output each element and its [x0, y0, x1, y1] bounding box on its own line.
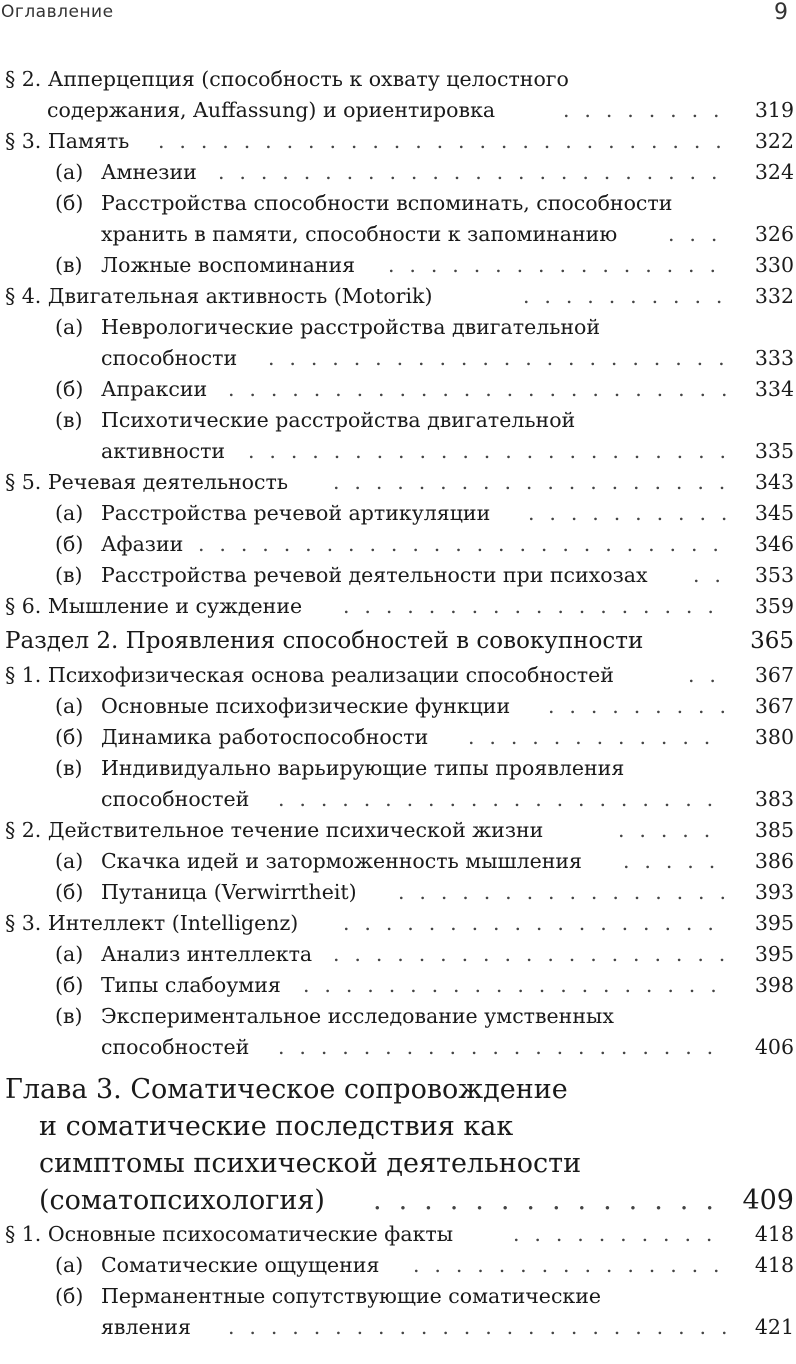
toc-page-number: 324 [754, 160, 794, 184]
toc-entry-title: Апраксии [101, 377, 208, 401]
toc-entry-title: § 5. Речевая деятельность [5, 470, 288, 494]
toc-entry-title: Ложные воспоминания [101, 253, 356, 277]
toc-entry-title: Соматические ощущения [101, 1253, 380, 1277]
toc-leader-dots [523, 281, 726, 312]
toc-entry [0, 877, 796, 908]
toc-entry-label: (а) [55, 1253, 84, 1277]
toc-leader-dots [413, 1250, 726, 1281]
toc-leader-dots [623, 846, 726, 877]
toc-entry [0, 312, 796, 343]
toc-leader-dots [333, 939, 726, 970]
toc-entry-label: (в) [55, 408, 83, 432]
running-header-title: Оглавление [1, 2, 114, 22]
toc-entry-title: Анализ интеллекта [101, 942, 313, 966]
toc-leader-dots [278, 784, 726, 815]
toc-page-number: 418 [754, 1253, 794, 1277]
toc-entry-label: (в) [55, 1004, 83, 1028]
toc-entry-title: Экспериментальное исследование умственных [101, 1004, 614, 1028]
toc-entry-title: Типы слабоумия [101, 973, 281, 997]
toc-chapter-title: Глава 3. Соматическое сопровождение [5, 1074, 568, 1105]
toc-entry-title: Динамика работоспособности [101, 725, 429, 749]
toc-entry [0, 908, 796, 939]
toc-entry-title: Основные психофизические функции [101, 694, 511, 718]
toc-leader-dots [668, 219, 726, 250]
toc-page-number: 421 [754, 1315, 794, 1339]
toc-page-number: 383 [754, 787, 794, 811]
toc-page-number: 365 [750, 628, 794, 654]
toc-entry [0, 846, 796, 877]
toc-entry [0, 188, 796, 219]
toc-page-number: 346 [754, 532, 794, 556]
toc-page-number: 409 [742, 1185, 794, 1216]
toc-entry-title: Неврологические расстройства двигательной [101, 315, 601, 339]
toc-page-number: 343 [754, 470, 794, 494]
toc-chapter-entry [0, 1108, 796, 1145]
toc-leader-dots [563, 95, 726, 126]
toc-part-entry [0, 622, 796, 660]
toc-page-number: 326 [754, 222, 794, 246]
toc-entry-title: § 3. Память [5, 129, 130, 153]
toc-leader-dots [513, 1219, 726, 1250]
toc-page-number: 393 [754, 880, 794, 904]
toc-leader-dots [278, 1032, 726, 1063]
toc-page-number: 395 [754, 942, 794, 966]
toc-chapter-entry [0, 1145, 796, 1182]
toc-entry [0, 1001, 796, 1032]
toc-entry [0, 498, 796, 529]
toc-leader-dots [693, 560, 726, 591]
toc-entry [0, 1281, 796, 1312]
toc-leader-dots [398, 877, 726, 908]
toc-leader-dots [388, 250, 726, 281]
toc-leader-dots [303, 970, 726, 1001]
toc-entry [0, 281, 796, 312]
toc-page-number: 335 [754, 439, 794, 463]
toc-entry [0, 1032, 796, 1063]
toc-page-number: 395 [754, 911, 794, 935]
toc-entry-label: (а) [55, 160, 84, 184]
toc-entry-label: (в) [55, 563, 83, 587]
toc-entry-label: (а) [55, 694, 84, 718]
toc-leader-dots [688, 660, 726, 691]
toc-page-number: 319 [754, 98, 794, 122]
table-of-contents [0, 64, 796, 1343]
toc-page-number: 345 [754, 501, 794, 525]
toc-entry [0, 250, 796, 281]
toc-entry-title: способности [101, 346, 238, 370]
toc-leader-dots [468, 722, 726, 753]
toc-entry [0, 1312, 796, 1343]
toc-page-number: 386 [754, 849, 794, 873]
toc-entry-title: § 6. Мышление и суждение [5, 594, 303, 618]
toc-entry-label: (б) [55, 725, 84, 749]
toc-entry-title: Перманентные сопутствующие соматические [101, 1284, 602, 1308]
toc-entry-title: Психотические расстройства двигательной [101, 408, 576, 432]
toc-entry [0, 560, 796, 591]
toc-entry [0, 784, 796, 815]
toc-entry-title: Скачка идей и заторможенность мышления [101, 849, 582, 873]
toc-entry-label: (в) [55, 756, 83, 780]
toc-leader-dots [528, 498, 726, 529]
toc-entry-title: § 4. Двигательная активность (Motorik) [5, 284, 433, 308]
toc-page-number: 353 [754, 563, 794, 587]
toc-leader-dots [548, 691, 726, 722]
toc-entry [0, 436, 796, 467]
toc-entry [0, 1219, 796, 1250]
toc-entry-label: (а) [55, 315, 84, 339]
toc-page-number: 332 [754, 284, 794, 308]
toc-page-number: 322 [754, 129, 794, 153]
toc-entry [0, 660, 796, 691]
toc-entry [0, 1250, 796, 1281]
toc-leader-dots [228, 1312, 726, 1343]
toc-entry-title: Расстройства речевой деятельности при психозах [101, 563, 648, 587]
toc-entry [0, 95, 796, 126]
toc-leader-dots [248, 436, 726, 467]
toc-entry-label: (а) [55, 942, 84, 966]
toc-entry [0, 126, 796, 157]
toc-entry-title: хранить в памяти, способности к запоминанию [101, 222, 618, 246]
toc-entry-title: § 2. Апперцепция (способность к охвату целостного [5, 67, 569, 91]
toc-entry-title: § 1. Основные психосоматические факты [5, 1222, 454, 1246]
toc-entry-label: (б) [55, 880, 84, 904]
toc-leader-dots [158, 126, 726, 157]
toc-leader-dots [228, 374, 726, 405]
toc-entry-label: (б) [55, 1284, 84, 1308]
toc-entry-label: (б) [55, 377, 84, 401]
toc-leader-dots [343, 908, 726, 939]
toc-part-title: Раздел 2. Проявления способностей в совокупности [5, 628, 644, 654]
toc-entry [0, 939, 796, 970]
toc-page-number: 367 [754, 694, 794, 718]
toc-entry [0, 722, 796, 753]
toc-entry-title: Афазии [101, 532, 184, 556]
toc-entry-title: Путаница (Verwirrtheit) [101, 880, 357, 904]
toc-entry [0, 529, 796, 560]
toc-chapter-entry [0, 1071, 796, 1108]
toc-entry-label: (а) [55, 501, 84, 525]
toc-entry-title: активности [101, 439, 226, 463]
toc-entry-label: (в) [55, 253, 83, 277]
toc-entry [0, 405, 796, 436]
toc-entry-title: § 1. Психофизическая основа реализации способностей [5, 663, 614, 687]
toc-leader-dots [268, 343, 726, 374]
page-number: 9 [774, 0, 788, 25]
toc-entry [0, 970, 796, 1001]
toc-entry [0, 467, 796, 498]
toc-entry-title: Расстройства речевой артикуляции [101, 501, 491, 525]
toc-leader-dots [618, 815, 726, 846]
toc-leader-dots [373, 1182, 726, 1219]
toc-page-number: 418 [754, 1222, 794, 1246]
toc-chapter-title: (соматопсихология) [39, 1185, 325, 1216]
toc-entry-title: способностей [101, 1035, 250, 1059]
toc-entry-label: (б) [55, 532, 84, 556]
toc-page-number: 406 [754, 1035, 794, 1059]
toc-page-number: 334 [754, 377, 794, 401]
toc-page-number: 330 [754, 253, 794, 277]
toc-entry [0, 753, 796, 784]
toc-leader-dots [198, 529, 726, 560]
toc-entry-title: способностей [101, 787, 250, 811]
toc-leader-dots [333, 467, 726, 498]
running-header [0, 0, 796, 30]
toc-entry [0, 157, 796, 188]
toc-entry [0, 591, 796, 622]
toc-entry-title: Амнезии [101, 160, 197, 184]
toc-entry-title: § 2. Действительное течение психической жизни [5, 818, 544, 842]
toc-leader-dots [343, 591, 726, 622]
toc-page-number: 385 [754, 818, 794, 842]
toc-entry [0, 219, 796, 250]
toc-entry-title: Индивидуально варьирующие типы проявления [101, 756, 625, 780]
toc-chapter-entry [0, 1182, 796, 1219]
toc-page-number: 333 [754, 346, 794, 370]
toc-page-number: 367 [754, 663, 794, 687]
toc-leader-dots [218, 157, 726, 188]
toc-entry [0, 343, 796, 374]
toc-entry [0, 64, 796, 95]
toc-entry-title: явления [101, 1315, 191, 1339]
toc-entry [0, 815, 796, 846]
toc-entry-label: (б) [55, 191, 84, 215]
toc-chapter-title: симптомы психической деятельности [39, 1148, 582, 1179]
toc-entry [0, 691, 796, 722]
toc-entry-title: содержания, Auffassung) и ориентировка [47, 98, 496, 122]
toc-entry-label: (б) [55, 973, 84, 997]
toc-chapter-title: и соматические последствия как [39, 1111, 514, 1142]
toc-entry-label: (а) [55, 849, 84, 873]
toc-page-number: 359 [754, 594, 794, 618]
toc-page-number: 380 [754, 725, 794, 749]
toc-entry-title: § 3. Интеллект (Intelligenz) [5, 911, 299, 935]
toc-entry [0, 374, 796, 405]
toc-page-number: 398 [754, 973, 794, 997]
toc-entry-title: Расстройства способности вспоминать, способности [101, 191, 673, 215]
